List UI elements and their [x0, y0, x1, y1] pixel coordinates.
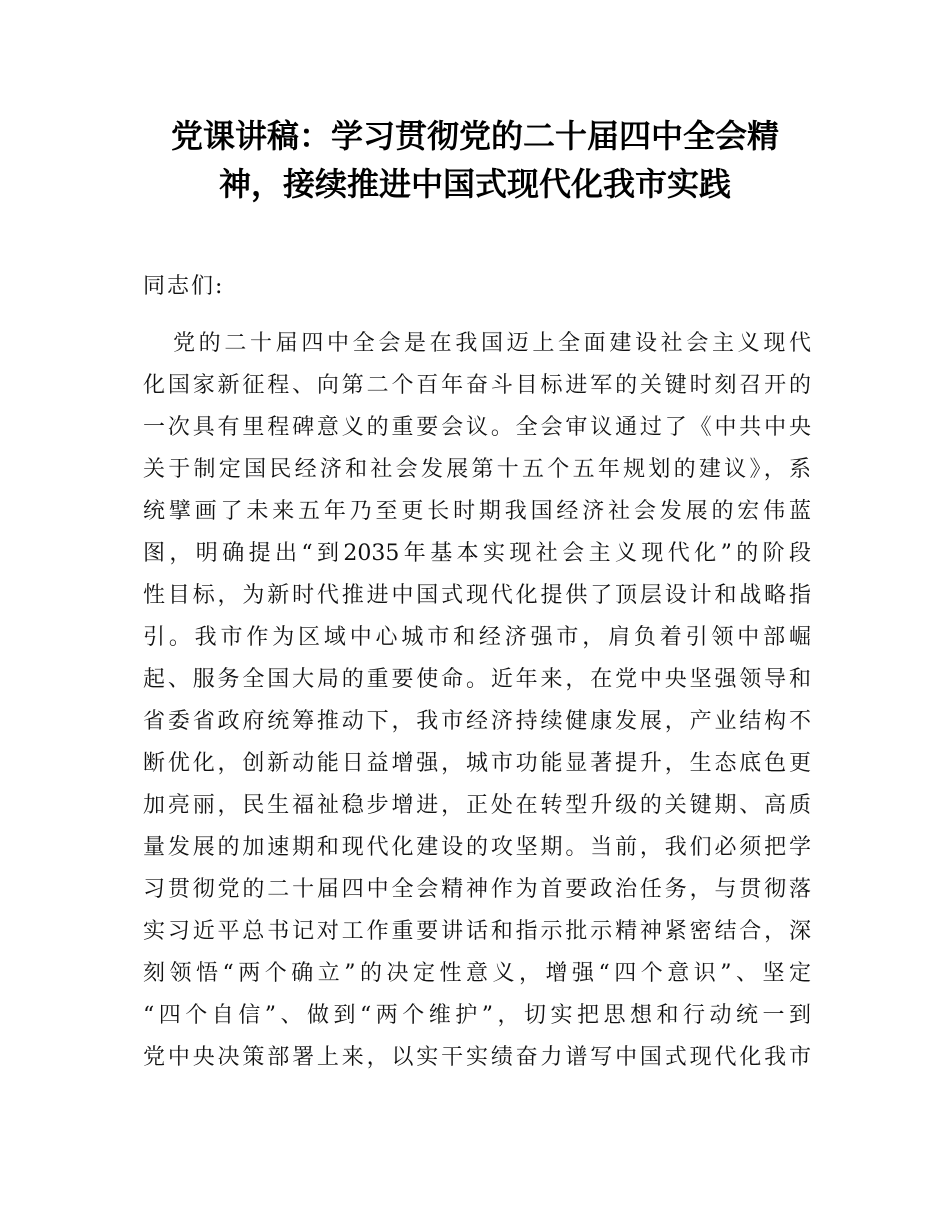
- document-title: [140, 112, 810, 208]
- paragraph-line: 实习近平总书记对工作重要讲话和指示批示精神紧密结合，深: [143, 919, 811, 944]
- paragraph-line: 党的二十届四中全会是在我国迈上全面建设社会主义现代: [173, 331, 811, 356]
- paragraph-line: 量发展的加速期和现代化建设的攻坚期。当前，我们必须把学: [143, 835, 811, 860]
- paragraph-line: 统擘画了未来五年乃至更长时期我国经济社会发展的宏伟蓝: [143, 499, 811, 524]
- paragraph-line: 习贯彻党的二十届四中全会精神作为首要政治任务，与贯彻落: [143, 877, 811, 902]
- title-line: 神，接续推进中国式现代化我市实践: [218, 165, 731, 203]
- greeting: 同志们:: [143, 274, 225, 299]
- paragraph-line: 化国家新征程、向第二个百年奋斗目标进军的关键时刻召开的: [143, 373, 811, 398]
- paragraph-line: 关于制定国民经济和社会发展第十五个五年规划的建议》，系: [143, 457, 811, 482]
- paragraph-line: “四个自信”、做到“两个维护”，切实把思想和行动统一到: [143, 1003, 811, 1028]
- paragraph-line: 省委省政府统筹推动下，我市经济持续健康发展，产业结构不: [143, 709, 811, 734]
- paragraph-line: 图，明确提出“到2035年基本实现社会主义现代化”的阶段: [143, 541, 811, 566]
- paragraph-line: 引。我市作为区域中心城市和经济强市，肩负着引领中部崛: [143, 625, 811, 650]
- paragraph-line: 断优化，创新动能日益增强，城市功能显著提升，生态底色更: [143, 751, 811, 776]
- body-paragraph: [143, 323, 811, 1079]
- paragraph-line: 刻领悟“两个确立”的决定性意义，增强“四个意识”、坚定: [143, 961, 811, 986]
- title-line: 党课讲稿：学习贯彻党的二十届四中全会精: [170, 117, 779, 155]
- paragraph-line: 一次具有里程碑意义的重要会议。全会审议通过了《中共中央: [143, 415, 811, 440]
- paragraph-line: 加亮丽，民生福祉稳步增进，正处在转型升级的关键期、高质: [143, 793, 811, 818]
- paragraph-line: 起、服务全国大局的重要使命。近年来，在党中央坚强领导和: [143, 667, 811, 692]
- paragraph-line: 党中央决策部署上来，以实干实绩奋力谱写中国式现代化我市: [143, 1045, 811, 1070]
- paragraph-line: 性目标，为新时代推进中国式现代化提供了顶层设计和战略指: [143, 583, 811, 608]
